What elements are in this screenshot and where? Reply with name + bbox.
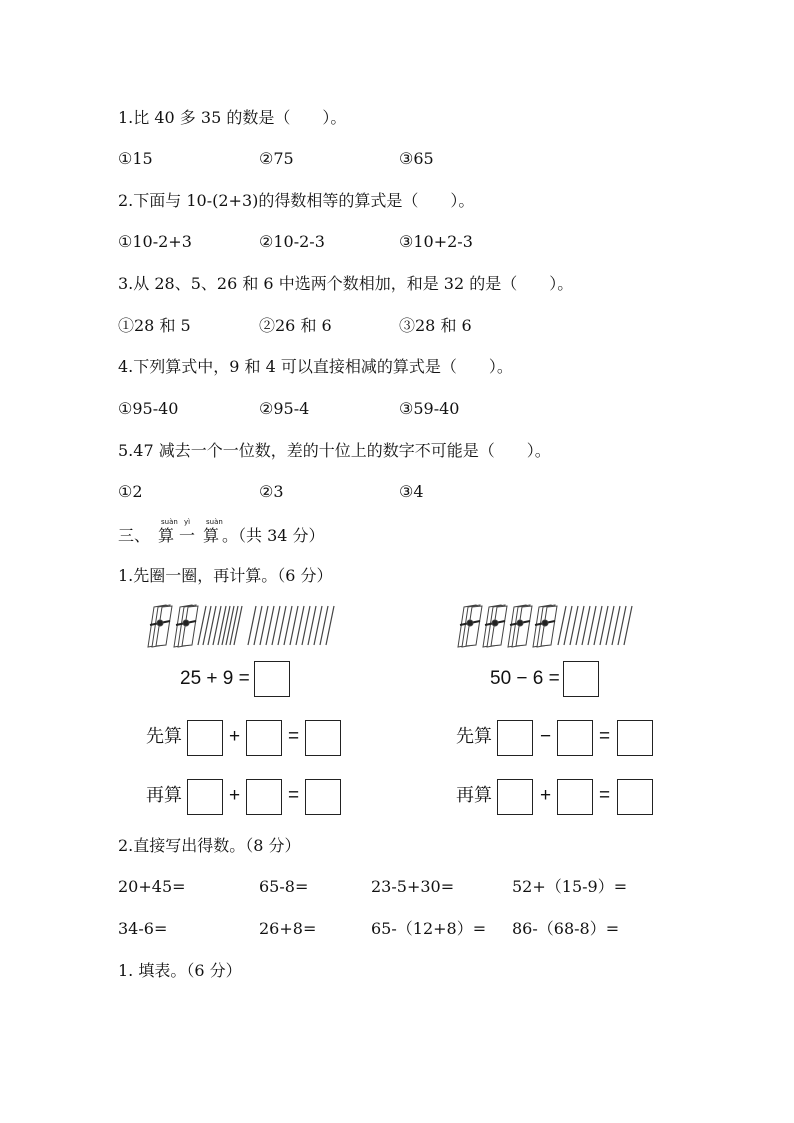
left-then-eq: = [288, 785, 300, 806]
right-first-eq: = [599, 726, 611, 747]
option-3a: ①28 和 5 [118, 316, 191, 335]
left-first-eq: = [288, 726, 300, 747]
left-equation: 25 + 9 = [180, 668, 250, 689]
left-first-label: 先算 [146, 726, 182, 747]
right-answer-box[interactable] [563, 661, 599, 697]
question-4: 4.下列算式中，9 和 4 可以直接相减的算式是（ ）。 [118, 357, 513, 376]
left-first-op: + [229, 726, 241, 747]
right-then-box-1[interactable] [497, 779, 533, 815]
q3-title: 1. 填表。（6 分） [118, 961, 242, 980]
right-equation: 50 − 6 = [490, 668, 560, 689]
option-5a: ①2 [118, 482, 143, 501]
question-1: 1.比 40 多 35 的数是（ ）。 [118, 108, 347, 127]
left-then-box-3[interactable] [305, 779, 341, 815]
option-1b: ②75 [259, 149, 294, 168]
right-first-box-3[interactable] [617, 720, 653, 756]
sticks-left-icon [246, 603, 341, 648]
right-then-label: 再算 [456, 785, 492, 806]
left-first-box-1[interactable] [187, 720, 223, 756]
question-3: 3.从 28、5、26 和 6 中选两个数相加，和是 32 的是（ ）。 [118, 274, 574, 293]
left-then-box-1[interactable] [187, 779, 223, 815]
section-char-suan: 算 [158, 526, 175, 545]
option-3c: ③28 和 6 [399, 316, 472, 335]
option-2b: ②10-2-3 [259, 232, 325, 251]
option-5b: ②3 [259, 482, 284, 501]
right-first-box-1[interactable] [497, 720, 533, 756]
calc-5: 34-6= [118, 919, 168, 938]
right-then-box-2[interactable] [557, 779, 593, 815]
option-4c: ③59-40 [399, 399, 460, 418]
left-answer-box[interactable] [254, 661, 290, 697]
calc-3: 23-5+30= [371, 877, 455, 896]
left-then-op: + [229, 785, 241, 806]
option-1c: ③65 [399, 149, 434, 168]
calc-4: 52+（15-9）= [512, 877, 628, 896]
section-number: 三、 [118, 526, 151, 545]
question-2: 2.下面与 10-(2+3)的得数相等的算式是（ ）。 [118, 191, 475, 210]
q1-title: 1.先圈一圈，再计算。（6 分） [118, 566, 333, 585]
right-first-box-2[interactable] [557, 720, 593, 756]
pinyin-yi: yì [184, 518, 191, 526]
left-first-box-2[interactable] [246, 720, 282, 756]
left-first-box-3[interactable] [305, 720, 341, 756]
right-first-op: − [540, 726, 552, 747]
calc-1: 20+45= [118, 877, 186, 896]
stick-bundles-right-icon [456, 603, 636, 648]
option-2a: ①10-2+3 [118, 232, 192, 251]
calc-7: 65-（12+8）= [371, 919, 487, 938]
left-then-label: 再算 [146, 785, 182, 806]
option-1a: ①15 [118, 149, 153, 168]
section-char-yi: 一 [179, 526, 196, 545]
option-3b: ②26 和 6 [259, 316, 332, 335]
option-5c: ③4 [399, 482, 424, 501]
section-char-suan2: 算 [203, 526, 220, 545]
option-4b: ②95-4 [259, 399, 310, 418]
pinyin-suan: suàn [161, 518, 178, 526]
option-2c: ③10+2-3 [399, 232, 473, 251]
calc-8: 86-（68-8）= [512, 919, 620, 938]
question-5: 5.47 减去一个一位数，差的十位上的数字不可能是（ ）。 [118, 441, 551, 460]
stick-bundles-left-icon [146, 603, 246, 648]
option-4a: ①95-40 [118, 399, 179, 418]
right-first-label: 先算 [456, 726, 492, 747]
q2-title: 2.直接写出得数。（8 分） [118, 836, 301, 855]
right-then-box-3[interactable] [617, 779, 653, 815]
right-then-op: + [540, 785, 552, 806]
calc-2: 65-8= [259, 877, 309, 896]
left-then-box-2[interactable] [246, 779, 282, 815]
pinyin-suan2: suàn [206, 518, 223, 526]
section-title-suffix: 。（共 34 分） [222, 526, 325, 545]
calc-6: 26+8= [259, 919, 317, 938]
right-then-eq: = [599, 785, 611, 806]
